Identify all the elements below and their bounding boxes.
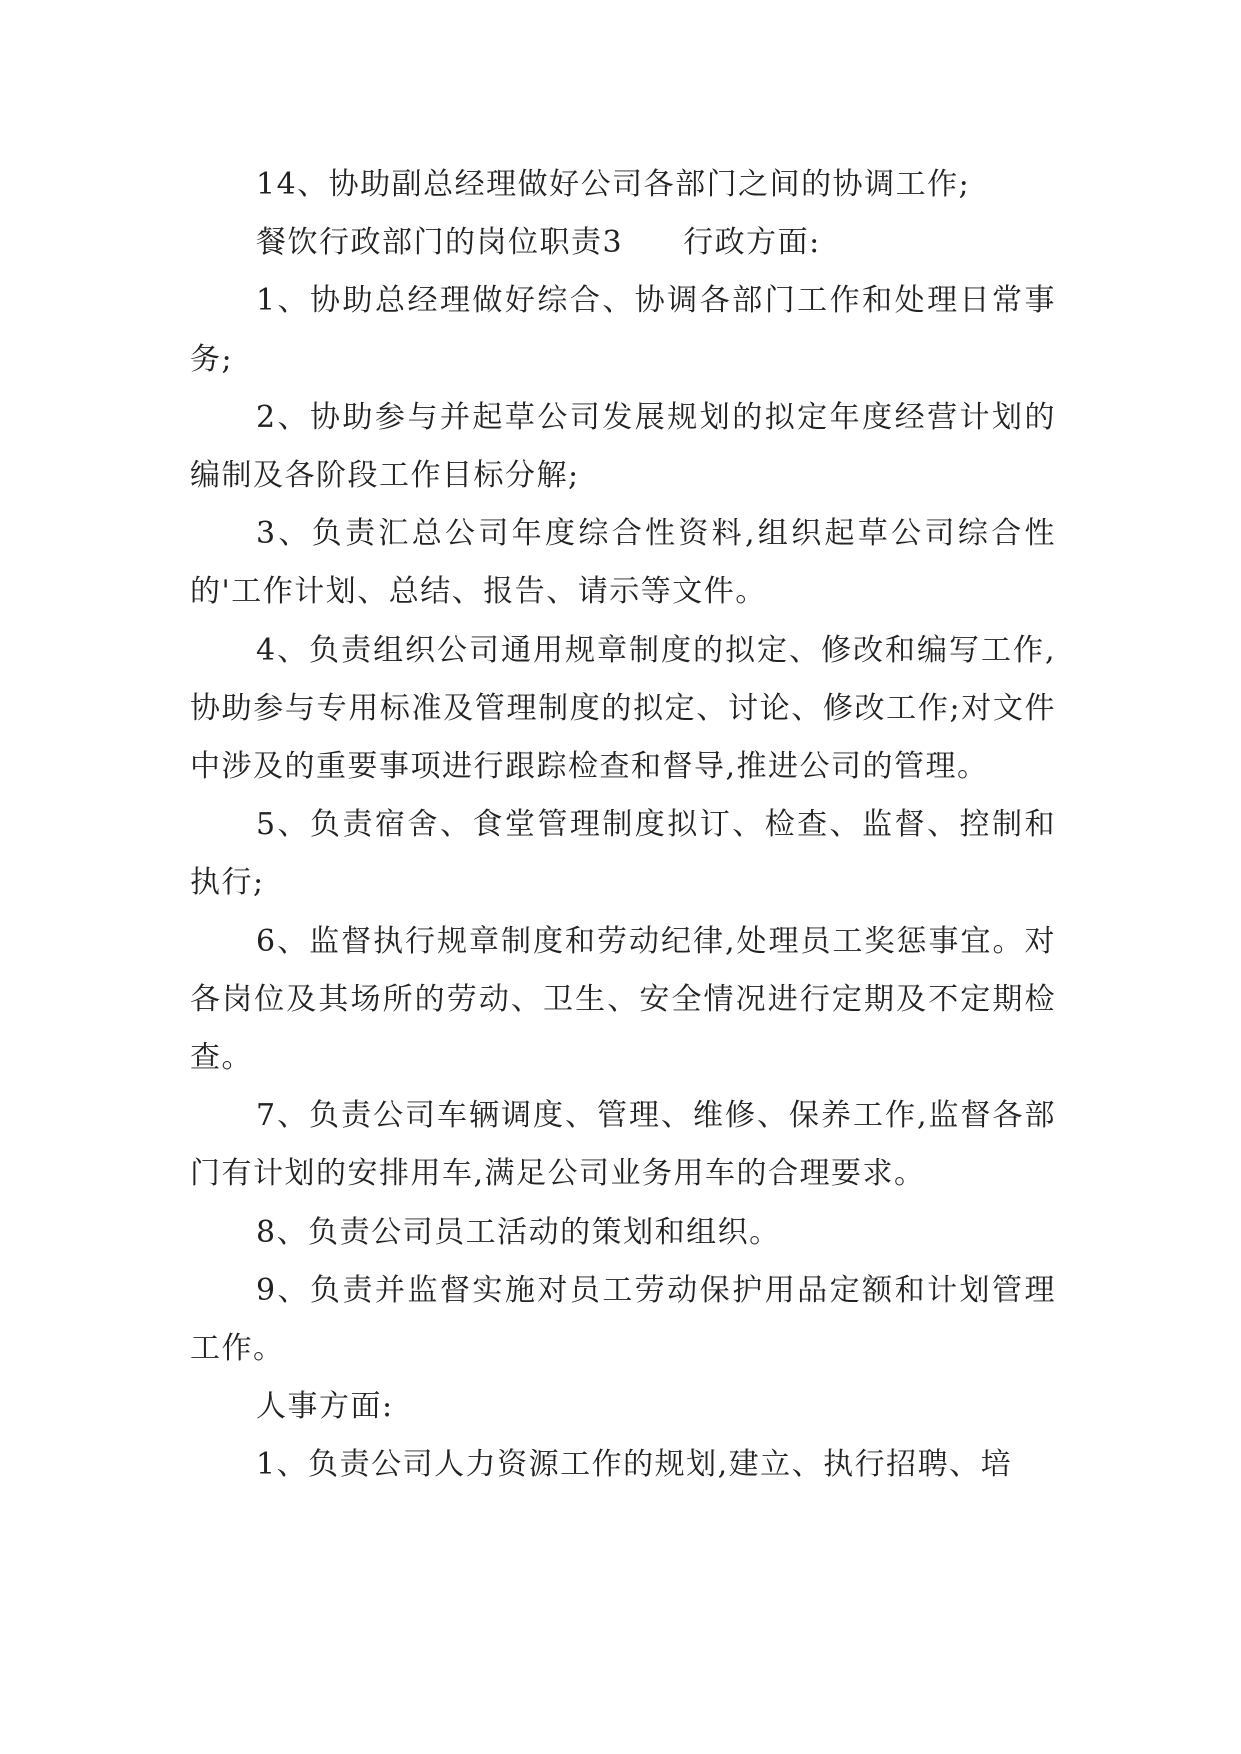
paragraph-admin-8: 8、负责公司员工活动的策划和组织。 (256, 1214, 781, 1250)
section-heading-admin (190, 214, 1056, 272)
paragraph-admin-2: 2、协助参与并起草公司发展规划的拟定年度经营计划的编制及各阶段工作目标分解; (190, 399, 1056, 494)
paragraph-admin-3: 3、负责汇总公司年度综合性资料,组织起草公司综合性的'工作计划、总结、报告、请示等文件。 (190, 516, 1056, 610)
paragraph-admin-1: 1、协助总经理做好综合、协调各部门工作和处理日常事务; (190, 283, 1056, 377)
paragraph-admin-7: 7、负责公司车辆调度、管理、维修、保养工作,监督各部门有计划的安排用车,满足公司业务用车的合理要求。 (190, 1098, 1056, 1192)
document-body (190, 156, 1056, 1495)
section-title: 餐饮行政部门的岗位职责3 (256, 225, 624, 261)
paragraph-admin-9: 9、负责并监督实施对员工劳动保护用品定额和计划管理工作。 (190, 1272, 1056, 1367)
paragraph-14: 14、协助副总经理做好公司各部门之间的协调工作; (256, 167, 971, 202)
paragraph-admin-4: 4、负责组织公司通用规章制度的拟定、修改和编写工作,协助参与专用标准及管理制度的拟定、讨论、修改工作;对文件中涉及的重要事项进行跟踪检查和督导,推进公司的管理。 (190, 632, 1056, 785)
paragraph-hr-1: 1、负责公司人力资源工作的规划,建立、执行招聘、培 (256, 1447, 1013, 1483)
subsection-admin-label: 行政方面: (683, 225, 821, 261)
subsection-hr-label: 人事方面: (256, 1389, 394, 1425)
paragraph-admin-5: 5、负责宿舍、食堂管理制度拟订、检查、监督、控制和执行; (190, 807, 1056, 901)
paragraph-admin-6: 6、监督执行规章制度和劳动纪律,处理员工奖惩事宜。对各岗位及其场所的劳动、卫生、安全情况进行定期及不定期检查。 (190, 923, 1056, 1076)
